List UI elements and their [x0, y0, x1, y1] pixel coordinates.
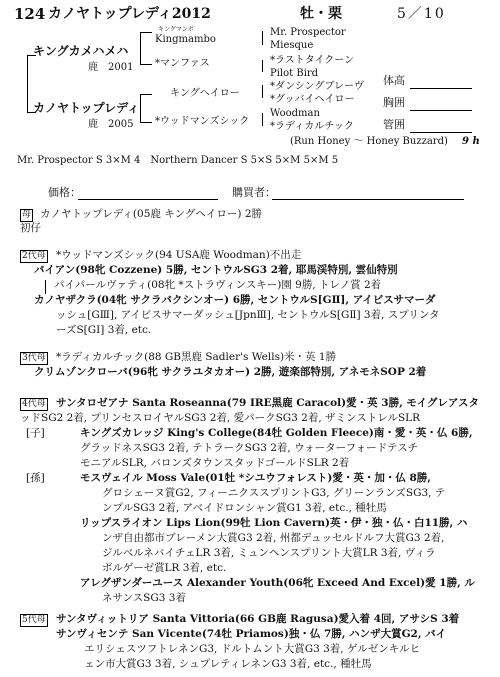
buyer-blank: [272, 199, 464, 200]
inbreeding-line: Mr. Prospector S 3×M 4 Northern Dancer S 5×S 5×M 5×M 5: [17, 155, 339, 166]
gen4-line-5: モニアルSLR, バロンズタウンスタッドゴールドSLR 2着: [80, 457, 350, 469]
gen5-label: 5代母: [22, 615, 46, 625]
gen4-sub-grandchild: [孫]: [26, 472, 45, 484]
gen2-label: 2代母: [22, 251, 46, 261]
family-number: 9 h: [462, 136, 480, 147]
buyer-label: 購買者：: [232, 186, 276, 199]
gen4-line-7: グロシェーヌ賞G2, フィーニクススプリントG3, グリーンランズSG3, テ: [102, 487, 446, 499]
sire-dam: *マンファス: [155, 58, 210, 69]
gen3-line-2: クリムゾンクローバ(96牝 サクラユタカオー) 2勝, 遊楽部特別, アネモネSOP 2着: [34, 366, 427, 378]
sire-sire: Kingmambo: [155, 34, 216, 45]
dam-line-1: カノヤトップレディ(05鹿 キングヘイロー) 2勝: [40, 208, 263, 220]
gen4-line-14: ネサンスSG3 3着: [102, 592, 186, 604]
gen4-line-2: ッドSG2 2着, プリンセスロイヤルSG3 2着, 愛パークSG3 2着, ザミンストレルSLR: [20, 412, 421, 424]
ped-ddd: *ラディカルチック: [270, 121, 354, 132]
price-blank: [78, 199, 218, 200]
gen4-line-4: グラッドネスSG3 2着, テトラークSG3 2着, ウォーターフォードテスチ: [80, 442, 418, 454]
gen2-line-3: パイパールヴァティ(08牝 *ストラヴィンスキー)園 9勝, トレノ賞 2着: [54, 279, 382, 291]
gen5-line-1: サンタヴィットリア Santa Vittoria(66 GB鹿 Ragusa)愛入着 4回, アサシS 3着: [56, 613, 460, 625]
gen2-line-2: バイアン(98牝 Cozzene) 5勝, セントウルSG3 2着, 耶馬渓特別, 雲仙特別: [34, 264, 398, 276]
gen4-line-9: リップスライオン Lips Lion(99牡 Lion Cavern)英・伊・独・仏・白11勝, ハ: [80, 517, 468, 529]
height-label: 体高: [383, 74, 405, 87]
ped-sdd: Pilot Bird: [270, 68, 319, 79]
dam-name: カノヤトップレディ: [33, 101, 140, 115]
gen2-line-6: ーズS[GⅠ] 3着, etc.: [56, 324, 152, 336]
gen3-line-1: *ラディカルチック(88 GB黒鹿 Sadler's Wells)米・英 1勝: [56, 351, 337, 363]
gen4-line-6: モスヴェイル Moss Vale(01牡 *シユウフォレスト)愛・英・加・仏 8勝,: [80, 472, 431, 484]
horse-name: カノヤトップレディ2012: [48, 6, 211, 22]
ped-sss: Mr. Prospector: [270, 27, 346, 38]
cannon-label: 管囲: [383, 118, 405, 131]
dam-label: 母: [22, 210, 32, 220]
gen4-line-8: ンプルSG3 2着, アベイドロンシャン賞G1 3着, etc., 種牡馬: [102, 502, 387, 514]
gen4-line-11: ジルベルネバイチェLR 3着, ミュンヘンスプリント大賞LR 3着, ヴィラ: [102, 547, 436, 559]
height-blank: [410, 88, 472, 89]
girth-label: 胸囲: [383, 96, 405, 109]
cannon-blank: [410, 132, 472, 133]
price-label: 価格：: [48, 186, 81, 199]
ped-ssd: Miesque: [270, 40, 314, 51]
ped-dsd: *グッバイヘイロー: [270, 94, 355, 105]
gen4-sub-child: [子]: [26, 427, 45, 439]
ped-sds: *ラストタイクーン: [270, 55, 355, 66]
gen2-line-4: カノヤザクラ(04牝 サクラバクシンオー) 6勝, セントウルS[GⅡ], アイビスサマーダ: [34, 294, 436, 306]
ped-dds: Woodman: [270, 108, 320, 119]
gen5-line-3: エリシェスツフトレネンG3, ドルトムント大賞G3 3着, ゲルゼンキルヒ: [84, 643, 421, 655]
ped-dss: *ダンシングブレーヴ: [270, 81, 364, 92]
gen2-line-1: *ウッドマンズシック(94 USA鹿 Woodman)不出走: [56, 249, 302, 261]
dam-info: 鹿 2005: [88, 119, 134, 130]
gen4-line-13: アレグザンダーユース Alexander Youth(06牝 Exceed And Excel)愛 1勝, ル: [80, 577, 475, 589]
gen5-line-4: ェン市大賞G3 3着, シュプレティレネンG3 3着, etc., 種牡馬: [84, 658, 372, 670]
gen3-label: 3代母: [22, 353, 46, 363]
gen4-label: 4代母: [22, 399, 46, 409]
gen4-line-10: ンザ自由都市ブレーメン大賞G3 2着, 州都デュッセルドルフ大賞G3 2着,: [102, 532, 445, 544]
gen5-line-2: サンヴィセンテ San Vicente(74牡 Priamos)独・仏 7勝, ハンザ大賞G2, バイ: [56, 628, 447, 640]
ss-ruby: キングマンボ: [158, 26, 194, 33]
sire-name: キングカメハメハ: [33, 44, 129, 58]
gen2-line-5: ッシュ[GⅢ], アイビスサマーダッシュ[JpnⅢ], セントウルS[GⅡ] 3着, スプリンタ: [56, 309, 440, 321]
gen4-line-1: サンタロゼアナ Santa Roseanna(79 IRE黒鹿 Caracol)愛・英 3勝, モイグレアスタ: [56, 397, 479, 409]
dam-dam: *ウッドマンズシック: [155, 116, 250, 127]
lot-number: 124: [14, 5, 46, 23]
gen4-line-3: キングズカレッジ King's College(84牡 Golden Fleece)南・愛・英・仏 6勝,: [80, 427, 473, 439]
sale-date: 5／10: [397, 6, 446, 22]
dam-line-2: 初仔: [20, 222, 41, 234]
sex-color: 牡・栗: [300, 6, 342, 22]
girth-blank: [410, 110, 472, 111]
gen4-line-12: ボルゲーゼ賞LR 3着, etc.: [102, 562, 227, 574]
ped-note: (Run Honey ～ Honey Buzzard): [290, 136, 448, 147]
dam-sire: キングヘイロー: [170, 88, 240, 99]
sire-info: 鹿 2001: [88, 62, 134, 73]
